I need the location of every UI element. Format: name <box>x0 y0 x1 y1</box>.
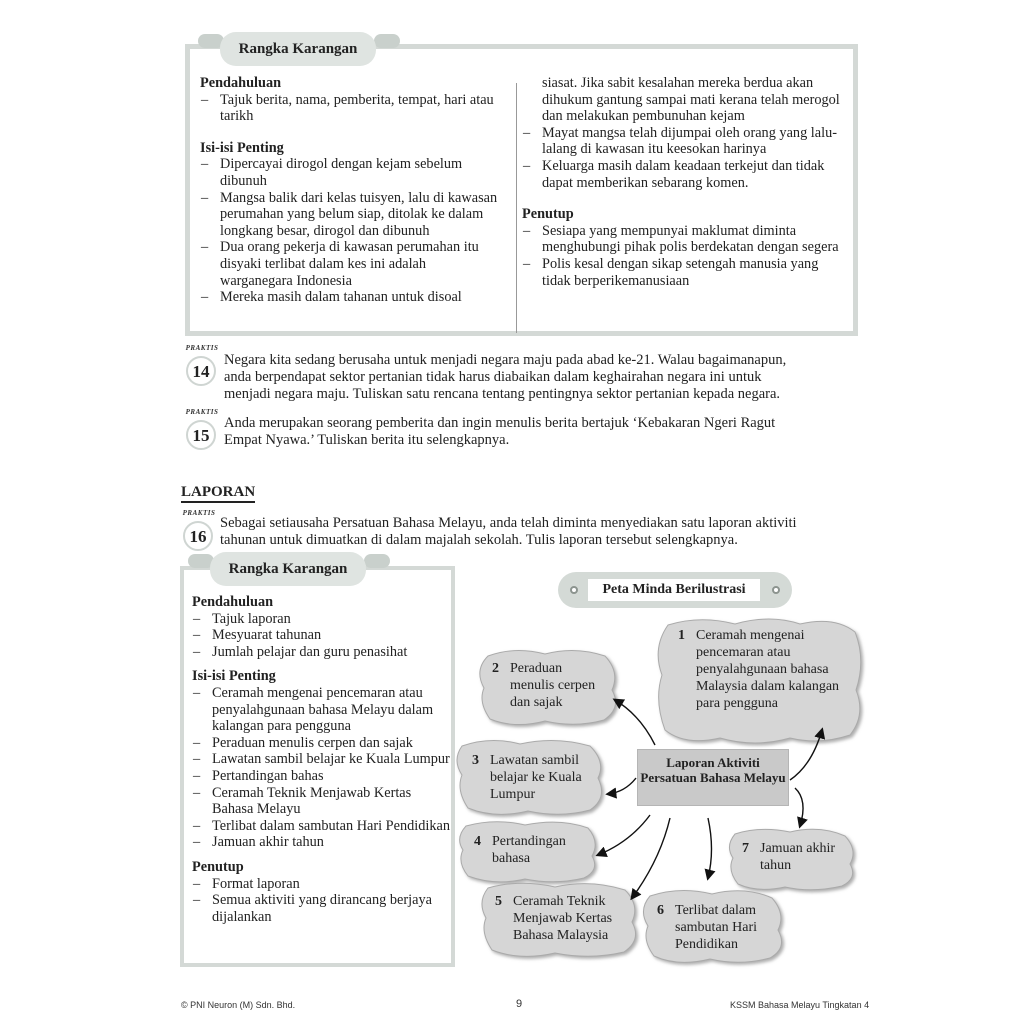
list-item: – Peraduan menulis cerpen dan sajak <box>192 735 452 752</box>
question-line: Empat Nyawa.’ Tuliskan berita itu selengkapnya. <box>224 432 510 448</box>
node-number: 1 <box>678 628 685 643</box>
list-item: – Dipercayai dirogol dengan kejam sebelum dibunuh <box>200 156 500 189</box>
outline-left-column <box>200 75 500 306</box>
praktis-label: PRAKTIS <box>182 509 216 517</box>
intro-heading: Pendahuluan <box>200 75 282 91</box>
main-points-list <box>192 685 452 851</box>
list-item: – Sesiapa yang mempunyai maklumat diminta menghubungi pihak polis berdekatan dengan segera <box>522 223 850 256</box>
arrow-to-node-7 <box>795 788 803 826</box>
node-number: 5 <box>495 894 502 909</box>
node-number: 2 <box>492 661 499 676</box>
outline-box-report <box>180 566 455 967</box>
intro-heading: Pendahuluan <box>192 594 274 610</box>
list-item: – Keluarga masih dalam keadaan terkejut dan tidak dapat memberikan sebarang komen. <box>522 158 850 191</box>
node-5-text <box>495 893 625 944</box>
closing-heading: Penutup <box>192 858 244 875</box>
page-number: 9 <box>516 998 523 1010</box>
intro-list <box>200 92 500 125</box>
closing-list <box>522 223 850 289</box>
closing-heading: Penutup <box>522 206 574 223</box>
arrow-to-node-6 <box>708 818 712 878</box>
list-item: – Jamuan akhir tahun <box>192 834 452 851</box>
question-line: anda berpendapat sektor pertanian tidak harus diabaikan dalam keghairahan negara ini untuk <box>224 369 762 385</box>
list-item: – Ceramah Teknik Menjawab Kertas Bahasa Melayu <box>192 785 452 818</box>
node-number: 4 <box>474 834 481 849</box>
question-line: tahunan untuk dimuatkan di dalam majalah sekolah. Tulis laporan tersebut selengkapnya. <box>220 532 738 548</box>
main-points-list-continued <box>522 125 850 191</box>
praktis-label: PRAKTIS <box>185 408 219 416</box>
question-line: menjadi negara maju. Tuliskan satu rencana tentang pentingnya sektor pertanian kepada negara. <box>224 386 781 402</box>
outline-box-news <box>185 44 858 336</box>
arrow-to-node-2 <box>615 700 655 745</box>
node-label: Jamuan akhir tahun <box>760 841 836 873</box>
praktis-badge-15 <box>184 410 218 448</box>
praktis-number: 14 <box>186 356 216 386</box>
question-line: Negara kita sedang berusaha untuk menjadi negara maju pada abad ke-21. Walau bagaimanapun, <box>224 352 787 368</box>
node-1-text <box>678 627 848 712</box>
praktis-number: 15 <box>186 420 216 450</box>
mindmap-title-banner <box>558 572 792 608</box>
list-item: – Mereka masih dalam tahanan untuk disoal <box>200 289 500 306</box>
node-number: 7 <box>742 841 749 856</box>
arrow-to-node-4 <box>598 815 650 855</box>
node-label: Peraduan menulis cerpen dan sajak <box>510 661 596 710</box>
section-title: LAPORAN <box>181 483 255 503</box>
node-label: Lawatan sambil belajar ke Kuala Lumpur <box>490 753 582 802</box>
node-2-text <box>492 660 604 711</box>
main-points-heading: Isi-isi Penting <box>192 668 276 685</box>
node-label: Terlibat dalam sambutan Hari Pendidikan <box>675 903 758 952</box>
praktis-number: 16 <box>183 521 213 551</box>
list-item: – Dua orang pekerja di kawasan perumahan itu disyaki terlibat dalam kes ini adalah warganegara Indonesia <box>200 239 500 289</box>
footer-copyright: © PNI Neuron (M) Sdn. Bhd. <box>181 1000 296 1010</box>
list-item: – Format laporan <box>192 876 452 893</box>
main-points-list <box>200 156 500 305</box>
question-14 <box>224 352 844 403</box>
outline-title-tab: Rangka Karangan <box>220 32 376 66</box>
node-6-text <box>657 902 772 953</box>
intro-list <box>192 611 452 661</box>
list-item: – Tajuk laporan <box>192 611 452 628</box>
tab-decoration <box>364 554 390 568</box>
mindmap-center-node: Laporan Aktiviti Persatuan Bahasa Melayu <box>637 749 789 806</box>
list-item: – Ceramah mengenai pencemaran atau penyalahgunaan bahasa Melayu dalam kalangan para pengguna <box>192 685 452 735</box>
list-item: – Mesyuarat tahunan <box>192 627 452 644</box>
node-number: 6 <box>657 903 664 918</box>
list-item: – Lawatan sambil belajar ke Kuala Lumpur <box>192 751 452 768</box>
arrow-to-node-3 <box>608 778 636 794</box>
question-line: Anda merupakan seorang pemberita dan ingin menulis berita bertajuk ‘Kebakaran Ngeri Ragut <box>224 415 776 431</box>
praktis-label: PRAKTIS <box>185 344 219 352</box>
node-label: Pertandingan bahasa <box>492 834 566 866</box>
node-label: Ceramah Teknik Menjawab Kertas Bahasa Malaysia <box>513 894 613 943</box>
list-item: – Semua aktiviti yang dirancang berjaya dijalankan <box>192 892 452 925</box>
footer-book-title: KSSM Bahasa Melayu Tingkatan 4 <box>730 1000 870 1010</box>
outline-column <box>192 594 452 925</box>
outline-title-tab: Rangka Karangan <box>210 552 366 586</box>
list-item: – Polis kesal dengan sikap setengah manusia yang tidak berperikemanusiaan <box>522 256 850 289</box>
question-15 <box>224 415 844 449</box>
column-divider <box>516 83 517 333</box>
node-3-text <box>472 752 596 803</box>
closing-list <box>192 876 452 926</box>
mindmap-title: Peta Minda Berilustrasi <box>588 579 760 601</box>
node-label: Ceramah mengenai pencemaran atau penyalahgunaan bahasa Malaysia dalam kalangan para pengguna <box>696 628 840 711</box>
main-points-heading: Isi-isi Penting <box>200 139 284 156</box>
list-item: – Tajuk berita, nama, pemberita, tempat, hari atau tarikh <box>200 92 500 125</box>
list-item: – Terlibat dalam sambutan Hari Pendidikan <box>192 818 452 835</box>
banner-dot-icon <box>570 586 578 594</box>
node-number: 3 <box>472 753 479 768</box>
node-4-text <box>474 833 590 867</box>
list-item: – Jumlah pelajar dan guru penasihat <box>192 644 452 661</box>
question-16 <box>220 515 860 549</box>
question-line: Sebagai setiausaha Persatuan Bahasa Melayu, anda telah diminta menyediakan satu laporan aktiviti <box>220 515 797 531</box>
tab-decoration <box>374 34 400 48</box>
praktis-badge-14 <box>184 346 218 384</box>
list-item: – Mangsa balik dari kelas tuisyen, lalu di kawasan perumahan yang belum siap, ditolak ke dalam longkang besar, dirogol dan dibunuh <box>200 190 500 240</box>
list-item: – Mayat mangsa telah dijumpai oleh orang yang lalu-lalang di kawasan itu keesokan harinya <box>522 125 850 158</box>
banner-dot-icon <box>772 586 780 594</box>
continued-point: siasat. Jika sabit kesalahan mereka berdua akan dihukum gantung sampai mati kerana telah merogol dan melakukan pembunuhan kejam <box>542 75 840 125</box>
outline-right-column <box>522 75 850 289</box>
praktis-badge-16 <box>181 511 215 549</box>
node-7-text <box>742 840 842 874</box>
list-item: – Pertandingan bahas <box>192 768 452 785</box>
